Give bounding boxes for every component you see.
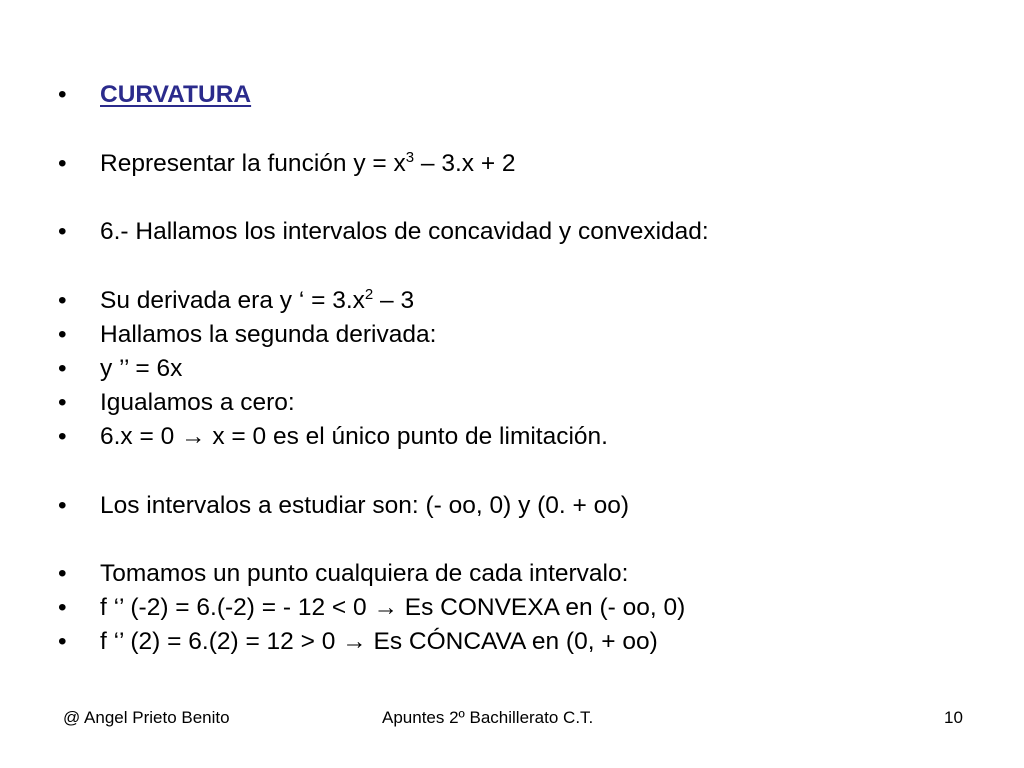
convex-result: f ‘’ (-2) = 6.(-2) = - 12 < 0 → Es CONVEXA en (- oo, 0) (100, 594, 686, 621)
step-heading: 6.- Hallamos los intervalos de concavidad y convexidad: (100, 218, 709, 245)
intervals: Los intervalos a estudiar son: (- oo, 0) y (0. + oo) (100, 492, 630, 519)
limit-point: 6.x = 0 → x = 0 es el único punto de limitación. (100, 423, 608, 450)
first-derivative: Su derivada era y ‘ = $3.x^2 - 3$ (100, 286, 415, 314)
concave-result: f ‘’ (2) = 6.(2) = 12 > 0 → Es CÓNCAVA en (0, + oo) (100, 628, 658, 655)
equal-zero: Igualamos a cero: (100, 389, 295, 416)
test-point: Tomamos un punto cualquiera de cada intervalo: (100, 560, 629, 587)
bullet-icon: • (58, 389, 67, 416)
second-derivative: y ’’ = 6x (100, 355, 183, 382)
bullet-icon: • (58, 355, 67, 382)
footer-page-number: 10 (944, 708, 963, 727)
bullet-icon: • (58, 287, 67, 314)
bullet-icon: • (58, 321, 67, 348)
bullet-icon: • (58, 594, 67, 621)
function-statement: Representar la función $y = x^3 - 3.x + 2$ (100, 149, 516, 177)
bullet-icon: • (58, 492, 67, 519)
bullet-icon: • (58, 423, 67, 450)
bullet-icon: • (58, 81, 67, 108)
bullet-icon: • (58, 218, 67, 245)
bullet-icon: • (58, 560, 67, 587)
footer-course: Apuntes 2º Bachillerato C.T. (382, 708, 594, 727)
slide-title: CURVATURA (100, 81, 252, 108)
bullet-icon: • (58, 150, 67, 177)
second-derivative-intro: Hallamos la segunda derivada: (100, 321, 437, 348)
bullet-icon: • (58, 628, 67, 655)
footer-author: @ Angel Prieto Benito (63, 708, 230, 727)
